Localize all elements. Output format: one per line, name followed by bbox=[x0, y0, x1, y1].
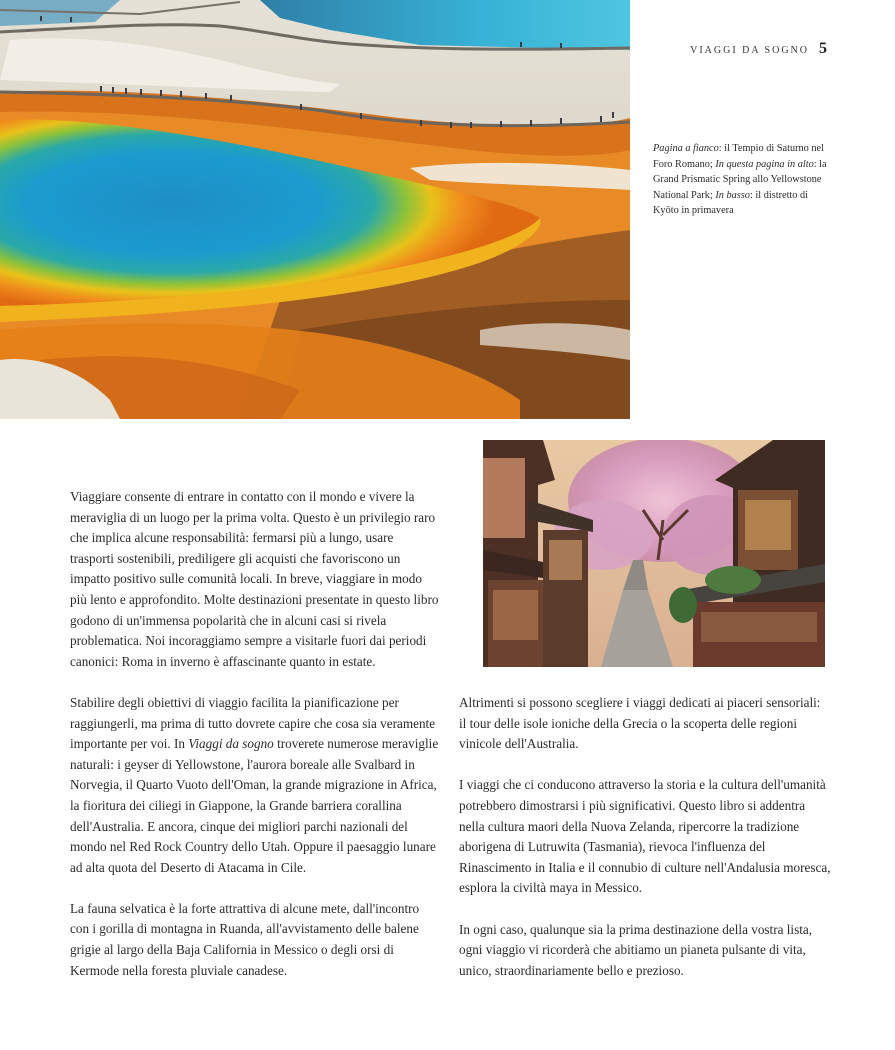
caption-label-top: In questa pagina in alto bbox=[715, 158, 814, 170]
hero-photo-illustration bbox=[0, 0, 630, 419]
caption-text-opposite: : il Tempio di Saturno nel Foro Romano; bbox=[653, 143, 824, 170]
page-number: 5 bbox=[819, 40, 827, 57]
paragraph-2 bbox=[70, 693, 440, 878]
book-title: Viaggi da sogno bbox=[188, 736, 274, 752]
caption-text-bottom: : il distretto di Kyōto in primavera bbox=[653, 189, 809, 217]
caption-text-top: : la Grand Prismatic Spring allo Yellowstone National Park; bbox=[653, 158, 827, 201]
paragraph-1: Viaggiare consente di entrare in contatto con il mondo e vivere la meraviglia di un luogo per la prima volta. Questo è un privilegio raro che implica alcune responsabilità: fermarsi più a lungo, usare trasporti sostenibili, prediligere gli acquisti che favoriscono un impatto positivo sulle comunità locali. In breve, viaggiare in modo più lento e approfondito. Molte destinazioni presentate in questo libro godono di un'immensa popolarità che in alcuni casi si rivela problematica. Noi incoraggiamo sempre a visitarle fuori dai periodi canonici: Roma in inverno è affascinante quanto in estate. bbox=[70, 489, 439, 669]
paragraph-5: I viaggi che ci conducono attraverso la storia e la cultura dell'umanità potrebbero dimostrarsi i più significativi. Questo libro si addentra nella cultura maori della Nuova Zelanda, ripercorre la tradizione aborigena di Lutruwita (Tasmania), rievoca l'influenza del Rinascimento in Italia e il connubio di culture nell'Andalusia moresca, esplora la civiltà maya in Messico. bbox=[459, 777, 831, 896]
grand-prismatic-spring-photo bbox=[0, 0, 630, 419]
section-label: VIAGGI DA SOGNO bbox=[690, 45, 809, 56]
paragraph-4: Altrimenti si possono scegliere i viaggi dedicati ai piaceri sensoriali: il tour delle isole ioniche della Grecia o la scoperta delle regioni vinicole dell'Australia. bbox=[459, 695, 821, 752]
caption-label-opposite: Pagina a fianco bbox=[653, 143, 719, 154]
kyoto-photo-illustration bbox=[483, 440, 825, 667]
paragraph-2-end: troverete numerose meraviglie naturali: i geyser di Yellowstone, l'aurora boreale alle Svalbard in Norvegia, il Quarto Vuoto dell'Oman, la grande migrazione in Africa, la fioritura dei ciliegi in Giappone, la Grande barriera corallina dell'Australia. E ancora, cinque dei migliori parchi nazionali del mondo nel Red Rock Country dello Utah. Oppure il paesaggio lunare ad alta quota del Deserto di Atacama in Cile. bbox=[70, 736, 439, 875]
paragraph-6: In ogni caso, qualunque sia la prima destinazione della vostra lista, ogni viaggio vi ricorderà che abitiamo un pianeta pulsante di vita, unico, straordinariamente bello e prezioso. bbox=[459, 921, 813, 978]
text-column-right bbox=[459, 693, 831, 1002]
photo-caption bbox=[653, 141, 828, 219]
running-header bbox=[690, 40, 827, 58]
text-column-left bbox=[70, 487, 440, 1002]
paragraph-3: La fauna selvatica è la forte attrattiva di alcune mete, dall'incontro con i gorilla di montagna in Ruanda, all'avvistamento delle balene grigie al largo della Baja California in Messico o degli orsi di Kermode nella foresta pluviale canadese. bbox=[70, 900, 420, 978]
paragraph-2-start: Stabilire degli obiettivi di viaggio facilita la pianificazione per raggiungerli, ma prima di tutto dovrete capire che cosa sia veramente importante per voi. In bbox=[70, 694, 436, 752]
caption-label-bottom: In basso bbox=[715, 189, 750, 201]
kyoto-photo bbox=[483, 440, 825, 667]
